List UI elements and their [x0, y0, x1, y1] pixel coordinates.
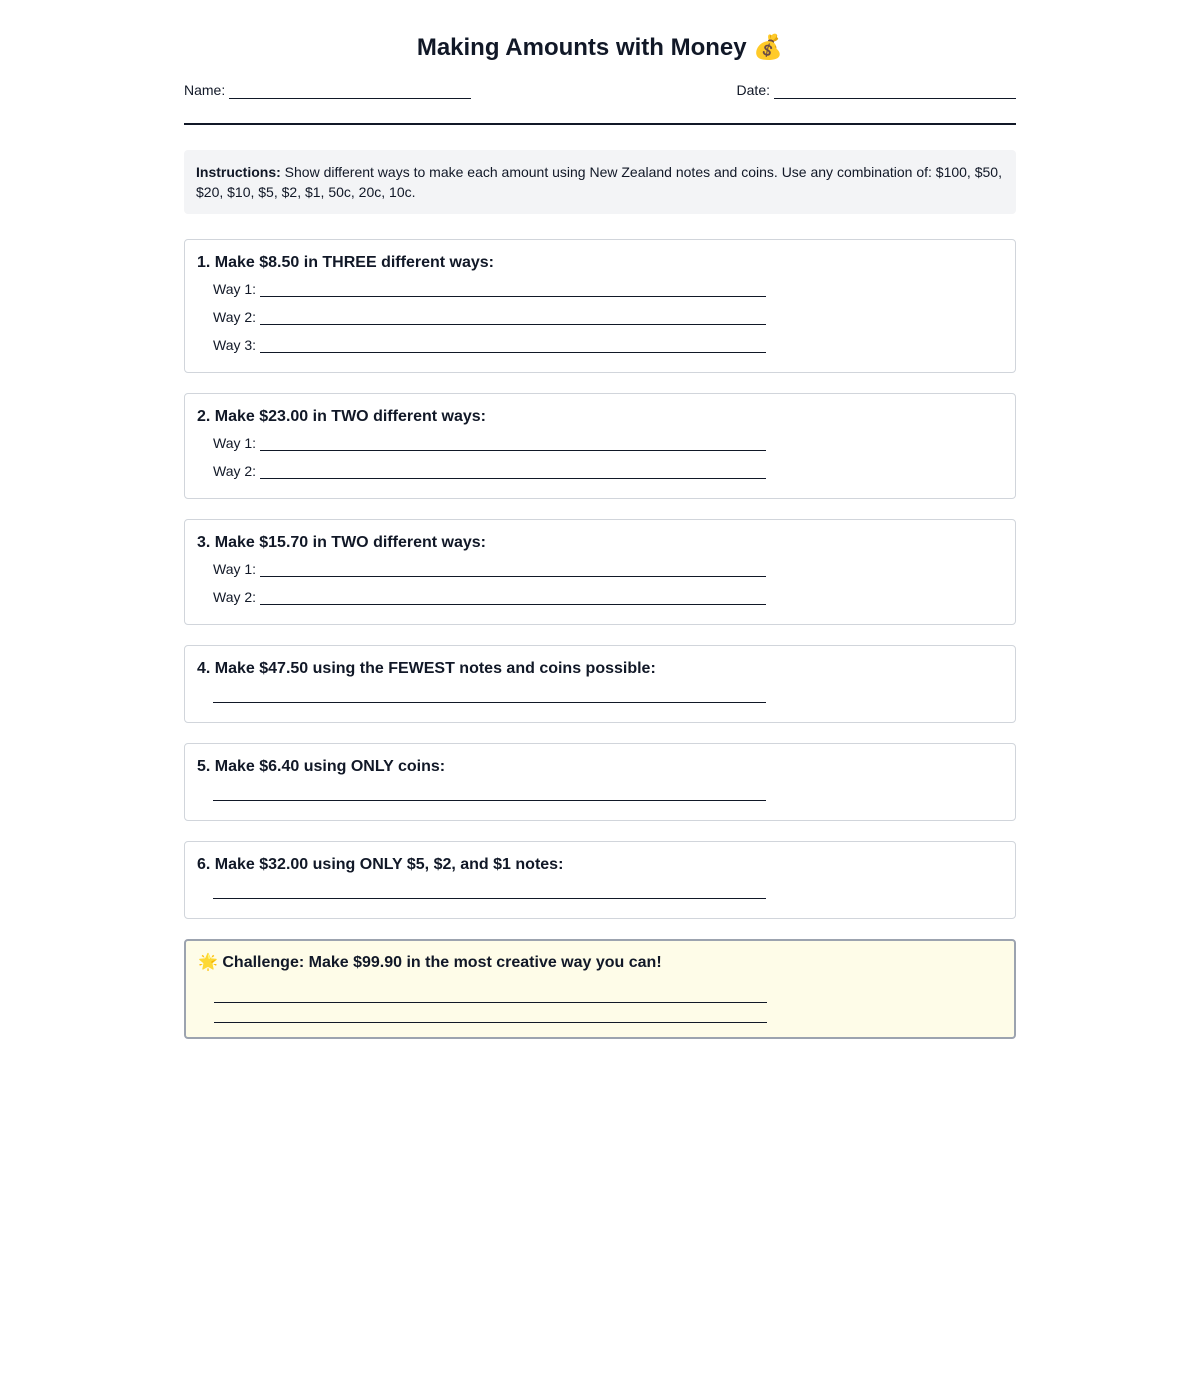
way-label: Way 1: — [213, 435, 257, 451]
question-5-box — [184, 743, 1016, 821]
answer-line[interactable] — [260, 478, 766, 479]
date-label: Date: — [736, 82, 770, 98]
date-line[interactable] — [774, 82, 1016, 99]
answer-line[interactable] — [260, 352, 766, 353]
way-label: Way 3: — [213, 337, 257, 353]
answer-line[interactable] — [260, 450, 766, 451]
answer-row[interactable] — [197, 580, 1003, 608]
way-label: Way 2: — [213, 309, 257, 325]
name-line[interactable] — [229, 82, 471, 99]
title-text: Making Amounts with Money — [416, 34, 747, 61]
answer-line[interactable] — [260, 576, 766, 577]
answer-line[interactable] — [260, 324, 766, 325]
answer-line[interactable] — [260, 296, 766, 297]
instructions-text: Show different ways to make each amount using New Zealand notes and coins. Use any combination of: $100, $50, $20, $10, $5, $2, $1, 50c, 20c, 10c. — [196, 164, 1002, 200]
answer-row[interactable] — [197, 454, 1003, 482]
way-label: Way 1: — [213, 561, 257, 577]
answer-row[interactable] — [197, 874, 1003, 910]
answer-line[interactable] — [260, 604, 766, 605]
question-5-title: 5. Make $6.40 using ONLY coins: — [197, 758, 446, 775]
question-4-box — [184, 645, 1016, 723]
name-date-row — [184, 79, 1016, 125]
answer-row[interactable] — [197, 426, 1003, 454]
answer-row[interactable] — [197, 328, 1003, 356]
question-3-box — [184, 519, 1016, 625]
question-3-title: 3. Make $15.70 in TWO different ways: — [197, 534, 486, 551]
answer-row[interactable] — [197, 552, 1003, 580]
answer-line[interactable] — [213, 702, 766, 703]
answer-line[interactable] — [214, 1002, 767, 1003]
way-label: Way 1: — [213, 281, 257, 297]
way-label: Way 2: — [213, 589, 257, 605]
date-field[interactable] — [737, 81, 1016, 99]
money-bag-icon: 💰 — [753, 34, 784, 61]
answer-row[interactable] — [197, 678, 1003, 714]
question-2-box — [184, 393, 1016, 499]
way-label: Way 2: — [213, 463, 257, 479]
question-2-title: 2. Make $23.00 in TWO different ways: — [197, 408, 486, 425]
challenge-answer-area[interactable] — [198, 972, 1002, 1032]
star-icon: 🌟 — [198, 954, 218, 971]
answer-row[interactable] — [197, 776, 1003, 812]
answer-line[interactable] — [214, 1022, 767, 1023]
worksheet — [184, 33, 1016, 1039]
answer-row[interactable] — [197, 300, 1003, 328]
answer-line[interactable] — [213, 898, 766, 899]
challenge-text: Challenge: Make $99.90 in the most creative way you can! — [222, 954, 662, 971]
page-title — [184, 33, 1016, 63]
answer-row[interactable] — [197, 272, 1003, 300]
name-field[interactable] — [184, 81, 471, 99]
instructions-box — [184, 150, 1016, 214]
question-1-box — [184, 239, 1016, 373]
question-4-title: 4. Make $47.50 using the FEWEST notes and coins possible: — [197, 660, 656, 677]
name-label: Name: — [184, 82, 226, 98]
instructions-label: Instructions: — [196, 164, 281, 180]
challenge-title — [198, 954, 1002, 972]
question-1-title: 1. Make $8.50 in THREE different ways: — [197, 254, 494, 271]
question-6-box — [184, 841, 1016, 919]
challenge-box — [184, 939, 1016, 1039]
question-6-title: 6. Make $32.00 using ONLY $5, $2, and $1 notes: — [197, 856, 564, 873]
answer-line[interactable] — [213, 800, 766, 801]
